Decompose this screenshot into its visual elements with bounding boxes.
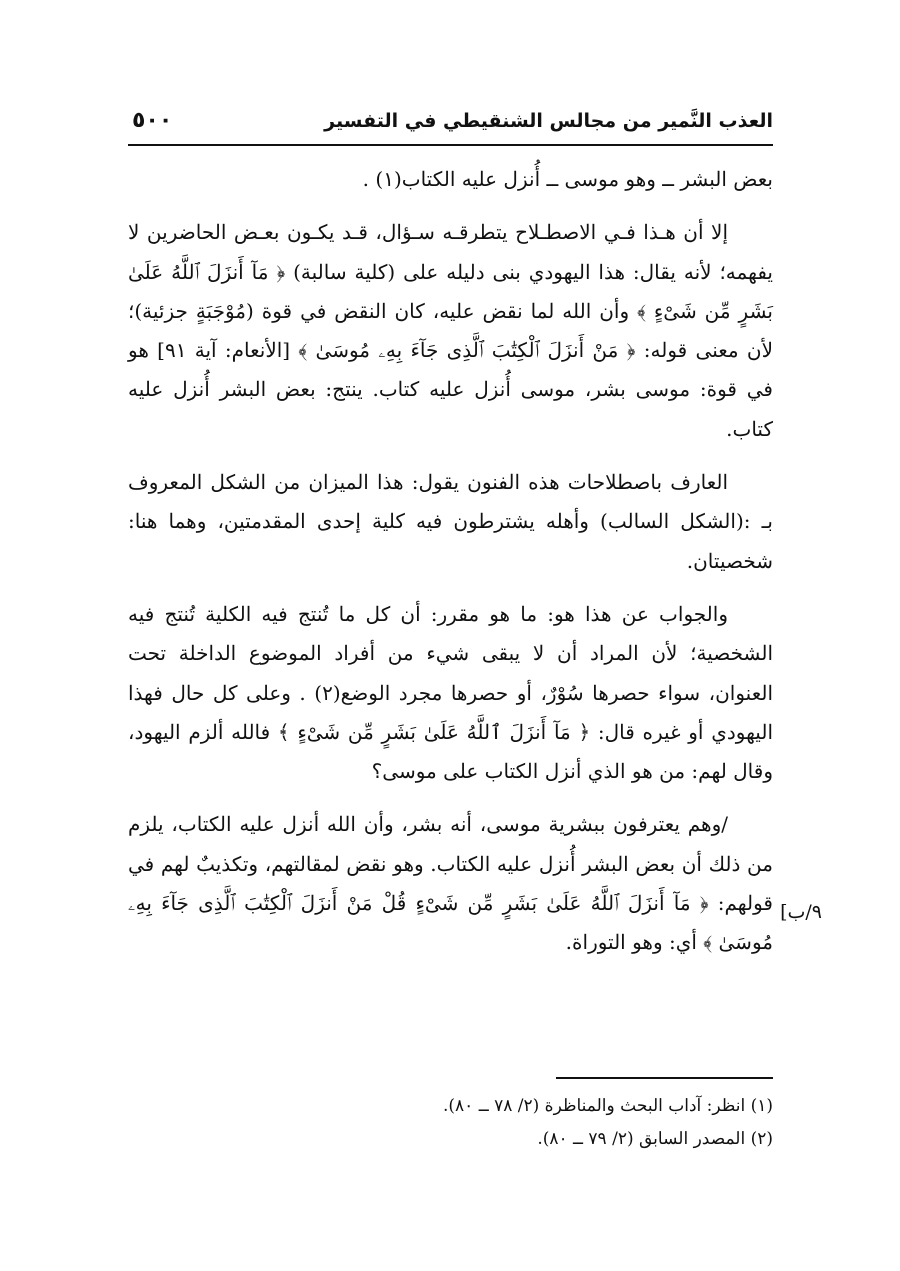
main-text [128,160,773,977]
book-title: العذب النَّمير من مجالس الشنقيطي في التفسير [324,110,773,132]
manuscript-folio-marker: ٩/ب] [780,901,822,923]
footnote-2: (٢) المصدر السابق (٢/ ٧٩ ــ ٨٠). [537,1129,773,1149]
paragraph: إلا أن هـذا فـي الاصطـلاح يتطرقـه سـؤال، قـد يكـون بعـض الحاضرين لا يفهمه؛ لأنه يقال: هذا اليهودي بنى دليله على (كلية سالبة) ﴿ مَآ أَنزَلَ ٱللَّهُ عَلَىٰ بَشَرٍ مِّن شَىْءٍ ﴾ وأن الله لما نقض عليه، كان النقض في قوة (مُوْجَبَةٍ جزئية)؛ لأن معنى قوله: ﴿ مَنْ أَنزَلَ ٱلْكِتَٰبَ ٱلَّذِى جَآءَ بِهِۦ مُوسَىٰ ﴾ [الأنعام: آية ٩١] هو في قوة: موسى بشر، موسى أُنزل عليه كتاب. ينتج: بعض البشر أُنزل عليه كتاب. [128,220,773,441]
footnotes [128,1090,773,1156]
footnote-1: (١) انظر: آداب البحث والمناظرة (٢/ ٧٨ ــ ٨٠). [443,1096,773,1116]
paragraph: العارف باصطلاحات هذه الفنون يقول: هذا الميزان من الشكل المعروف بـ :(الشكل السالب) وأهله يشترطون فيه كلية إحدى المقدمتين، وهما هنا: شخصيتان. [128,470,773,573]
paragraph: والجواب عن هذا هو: ما هو مقرر: أن كل ما تُنتج فيه الكلية تُنتج فيه الشخصية؛ لأن المراد أن لا يبقى شيء من أفراد الموضوع الداخلة تحت العنوان، سواء حصرها سُوْرٌ، أو حصرها مجرد الوضع(٢) . وعلى كل حال فهذا اليهودي أو غيره قال: ﴿ مَآ أَنزَلَ ٱللَّهُ عَلَىٰ بَشَرٍ مِّن شَىْءٍ ﴾ فالله ألزم اليهود، وقال لهم: من هو الذي أنزل الكتاب على موسى؟ [128,601,773,784]
paragraph: /وهم يعترفون ببشرية موسى، أنه بشر، وأن الله أنزل عليه الكتاب، يلزم من ذلك أن بعض البشر أُنزل عليه الكتاب. وهو نقض لمقالتهم، وتكذيبٌ لهم في قولهم: ﴿ مَآ أَنزَلَ ٱللَّهُ عَلَىٰ بَشَرٍ مِّن شَىْءٍ قُلْ مَنْ أَنزَلَ ٱلْكِتَٰبَ ٱلَّذِى جَآءَ بِهِۦ مُوسَىٰ ﴾ أي: وهو التوراة. [128,812,773,955]
footnote-separator [556,1077,773,1079]
page-number: ٥٠٠ [132,108,173,133]
paragraph-continuation: بعض البشر ــ وهو موسى ــ أُنزل عليه الكتاب(١) . [362,167,773,191]
running-header [128,108,773,146]
